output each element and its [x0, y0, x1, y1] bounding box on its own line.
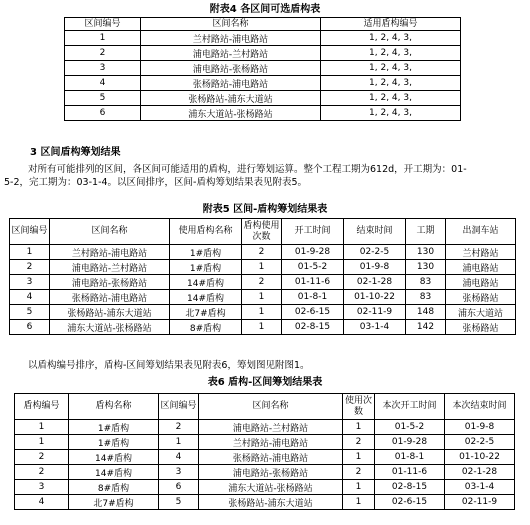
table-cell: 142 — [406, 320, 446, 335]
table-cell: 张杨路站-浦东大道站 — [50, 305, 170, 320]
table-row — [10, 275, 516, 290]
table-cell: 02-2-5 — [344, 245, 406, 260]
table-cell: 130 — [406, 245, 446, 260]
table6-header-row — [15, 394, 515, 420]
table-cell: 6 — [159, 480, 199, 495]
table-cell: 02-11-9 — [445, 495, 515, 510]
table-row — [65, 61, 461, 76]
table-cell: 4 — [15, 495, 69, 510]
table-cell: 1#盾构 — [170, 260, 242, 275]
table-cell: 4 — [159, 450, 199, 465]
table4-header-row — [65, 18, 461, 31]
table-cell: 1 — [242, 260, 282, 275]
table5-header-cell: 出洞车站 — [446, 219, 516, 245]
table-cell: 1 — [15, 435, 69, 450]
table-cell: 1#盾构 — [170, 245, 242, 260]
table-row — [15, 420, 515, 435]
table-cell: 5 — [159, 495, 199, 510]
table5-header-row — [10, 219, 516, 245]
table-row — [15, 435, 515, 450]
table-cell: 2 — [15, 465, 69, 480]
table-cell: 2 — [159, 420, 199, 435]
table-cell: 5 — [65, 91, 141, 106]
table-cell: 2 — [10, 260, 50, 275]
table-cell: 01-8-1 — [375, 450, 445, 465]
table-cell: 01-9-28 — [282, 245, 344, 260]
table-cell: 01-11-6 — [282, 275, 344, 290]
table-row — [65, 31, 461, 46]
table-cell: 浦东大道站-张杨路站 — [50, 320, 170, 335]
table4-title: 附表4 各区间可选盾构表 — [209, 4, 321, 15]
table-cell: 6 — [65, 106, 141, 121]
table5 — [9, 218, 516, 335]
table-row — [15, 450, 515, 465]
table6-header-cell: 盾构编号 — [15, 394, 69, 420]
table-cell: 浦东大道站 — [446, 305, 516, 320]
table-cell: 兰村路站-浦电路站 — [141, 31, 321, 46]
table-cell: 北7#盾构 — [170, 305, 242, 320]
table-cell: 兰村路站-浦电路站 — [50, 245, 170, 260]
table-cell: 1#盾构 — [69, 435, 159, 450]
table-cell: 1 — [242, 290, 282, 305]
table-cell: 6 — [10, 320, 50, 335]
table-cell: 83 — [406, 275, 446, 290]
table-cell: 1, 2, 4, 3, — [321, 46, 461, 61]
table-cell: 1 — [242, 305, 282, 320]
table-cell: 1, 2, 4, 3, — [321, 76, 461, 91]
table-cell: 兰村路站 — [446, 245, 516, 260]
table-cell: 02-6-15 — [375, 495, 445, 510]
table-cell: 3 — [10, 275, 50, 290]
table-cell: 张杨路站 — [446, 320, 516, 335]
table-cell: 北7#盾构 — [69, 495, 159, 510]
table-cell: 张杨路站-浦东大道站 — [141, 91, 321, 106]
paragraph-table6-intro: 以盾构编号排序，盾构-区间筹划结果表见附表6，筹划图见附图1。 — [28, 360, 310, 371]
table5-header-cell: 开工时间 — [282, 219, 344, 245]
table-row — [65, 76, 461, 91]
table-cell: 1, 2, 4, 3, — [321, 61, 461, 76]
table5-header-cell: 盾构使用次数 — [242, 219, 282, 245]
table4-header-cell: 适用盾构编号 — [321, 18, 461, 31]
table-cell: 01-5-2 — [282, 260, 344, 275]
table-cell: 02-6-15 — [282, 305, 344, 320]
table-cell: 1 — [15, 420, 69, 435]
table-cell: 1#盾构 — [69, 420, 159, 435]
table-cell: 浦东大道站-张杨路站 — [141, 106, 321, 121]
table-cell: 浦电路站-张杨路站 — [50, 275, 170, 290]
table-row — [65, 91, 461, 106]
table6-header-cell: 区间名称 — [199, 394, 343, 420]
table5-title: 附表5 区间-盾构筹划结果表 — [202, 204, 328, 215]
table-cell: 14#盾构 — [170, 275, 242, 290]
table-cell: 148 — [406, 305, 446, 320]
table-cell: 张杨路站-浦电路站 — [50, 290, 170, 305]
table-cell: 14#盾构 — [170, 290, 242, 305]
table-cell: 5 — [10, 305, 50, 320]
table-row — [65, 106, 461, 121]
table5-header-cell: 工期 — [406, 219, 446, 245]
section3-paragraph-line1: 对所有可能排列的区间，各区间可能适用的盾构，进行筹划运算。整个工程工期为612d，开工期为：01- — [28, 164, 467, 175]
table-cell: 兰村路站-浦电路站 — [199, 435, 343, 450]
table5-header-cell: 区间编号 — [10, 219, 50, 245]
table-cell: 02-1-28 — [344, 275, 406, 290]
table-cell: 浦电路站-兰村路站 — [141, 46, 321, 61]
table-row — [15, 495, 515, 510]
table-row — [10, 245, 516, 260]
table-cell: 01-9-8 — [344, 260, 406, 275]
table-cell: 2 — [15, 450, 69, 465]
section3-paragraph-line2: 5-2，完工期为：03-1-4。以区间排序，区间-盾构筹划结果表见附表5。 — [4, 177, 308, 188]
table4 — [64, 17, 461, 121]
table-cell: 张杨路站 — [446, 290, 516, 305]
table-cell: 浦电路站-兰村路站 — [199, 420, 343, 435]
table-cell: 张杨路站-浦东大道站 — [199, 495, 343, 510]
table-cell: 01-11-6 — [375, 465, 445, 480]
table-cell: 130 — [406, 260, 446, 275]
table4-header-cell: 区间编号 — [65, 18, 141, 31]
table6-title: 表6 盾构-区间筹划结果表 — [207, 377, 323, 388]
table-cell: 01-9-8 — [445, 420, 515, 435]
table-cell: 浦电路站-张杨路站 — [141, 61, 321, 76]
table-cell: 03-1-4 — [344, 320, 406, 335]
table-cell: 4 — [10, 290, 50, 305]
table-cell: 2 — [242, 245, 282, 260]
table-cell: 1, 2, 4, 3, — [321, 106, 461, 121]
table-cell: 03-1-4 — [445, 480, 515, 495]
table-cell: 01-8-1 — [282, 290, 344, 305]
table6-header-cell: 区间编号 — [159, 394, 199, 420]
table-cell: 01-10-22 — [445, 450, 515, 465]
table4-header-cell: 区间名称 — [141, 18, 321, 31]
table-cell: 1 — [242, 320, 282, 335]
table-cell: 1 — [343, 420, 375, 435]
table-cell: 2 — [343, 435, 375, 450]
table-cell: 2 — [343, 465, 375, 480]
table-cell: 01-10-22 — [344, 290, 406, 305]
table6-header-cell: 本次结束时间 — [445, 394, 515, 420]
table-cell: 3 — [159, 465, 199, 480]
table-cell: 3 — [15, 480, 69, 495]
table-cell: 1 — [10, 245, 50, 260]
table-cell: 14#盾构 — [69, 465, 159, 480]
table-row — [65, 46, 461, 61]
table-cell: 01-5-2 — [375, 420, 445, 435]
table-cell: 浦东大道站-张杨路站 — [199, 480, 343, 495]
table-cell: 4 — [65, 76, 141, 91]
table-row — [15, 465, 515, 480]
table6 — [14, 393, 515, 510]
table-cell: 张杨路站-浦电路站 — [199, 450, 343, 465]
table-row — [10, 305, 516, 320]
table-cell: 1 — [343, 495, 375, 510]
table-cell: 浦电路站-张杨路站 — [199, 465, 343, 480]
table-cell: 浦电路站 — [446, 260, 516, 275]
table-cell: 1 — [65, 31, 141, 46]
table-row — [10, 260, 516, 275]
table6-header-cell: 本次开工时间 — [375, 394, 445, 420]
table-cell: 张杨路站-浦电路站 — [141, 76, 321, 91]
table-cell: 1 — [159, 435, 199, 450]
table-cell: 8#盾构 — [69, 480, 159, 495]
table-cell: 02-8-15 — [282, 320, 344, 335]
table-cell: 02-1-28 — [445, 465, 515, 480]
table-row — [10, 320, 516, 335]
table-cell: 83 — [406, 290, 446, 305]
table-cell: 浦电路站-兰村路站 — [50, 260, 170, 275]
table-cell: 浦电路站 — [446, 275, 516, 290]
table-cell: 02-8-15 — [375, 480, 445, 495]
table-cell: 02-11-9 — [344, 305, 406, 320]
table-cell: 1, 2, 4, 3, — [321, 31, 461, 46]
table-cell: 2 — [65, 46, 141, 61]
table5-header-cell: 区间名称 — [50, 219, 170, 245]
table-cell: 1 — [343, 480, 375, 495]
table5-header-cell: 结束时间 — [344, 219, 406, 245]
table-cell: 8#盾构 — [170, 320, 242, 335]
table-cell: 02-2-5 — [445, 435, 515, 450]
table-cell: 3 — [65, 61, 141, 76]
table-cell: 01-9-28 — [375, 435, 445, 450]
table5-header-cell: 使用盾构名称 — [170, 219, 242, 245]
table-row — [10, 290, 516, 305]
table-row — [15, 480, 515, 495]
table6-header-cell: 盾构名称 — [69, 394, 159, 420]
table-cell: 14#盾构 — [69, 450, 159, 465]
table6-header-cell: 使用次数 — [343, 394, 375, 420]
table-cell: 1 — [343, 450, 375, 465]
section3-heading: 3 区间盾构筹划结果 — [30, 147, 121, 158]
table-cell: 1, 2, 4, 3, — [321, 91, 461, 106]
table-cell: 2 — [242, 275, 282, 290]
